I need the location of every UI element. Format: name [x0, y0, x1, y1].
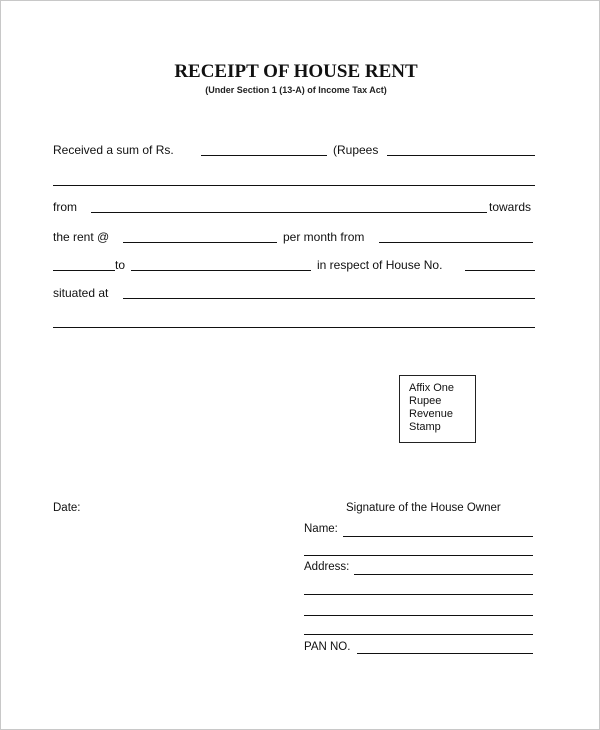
- period-start-date-blank[interactable]: [53, 270, 115, 271]
- received-row: [53, 143, 535, 161]
- rent-label: the rent @: [53, 230, 110, 244]
- page-title: RECEIPT OF HOUSE RENT: [174, 61, 418, 82]
- continuation-row: [53, 173, 535, 191]
- per-month-label: per month from: [283, 230, 365, 244]
- from-label: from: [53, 200, 77, 214]
- respect-label: in respect of House No.: [317, 258, 443, 272]
- pan-number-blank[interactable]: [357, 653, 533, 654]
- owner-address-blank[interactable]: [354, 574, 533, 575]
- rent-row: [53, 230, 535, 248]
- name-label: Name:: [304, 523, 338, 535]
- period-row: [53, 258, 535, 276]
- rupees-words-continued-blank[interactable]: [53, 185, 535, 186]
- stamp-line: Stamp: [409, 421, 441, 433]
- rent-rate-blank[interactable]: [123, 242, 277, 243]
- address-label: Address:: [304, 561, 350, 573]
- owner-address-line-3-blank[interactable]: [304, 615, 533, 616]
- owner-address-line-2-blank[interactable]: [304, 594, 533, 595]
- stamp-line: Rupee: [409, 395, 442, 407]
- address-blank[interactable]: [123, 298, 535, 299]
- rupees-label: (Rupees: [333, 143, 379, 157]
- page-subtitle: (Under Section 1 (13-A) of Income Tax Act): [205, 85, 387, 95]
- situated-label: situated at: [53, 286, 109, 300]
- stamp-line: Revenue: [409, 408, 454, 420]
- stamp-line: Affix One: [409, 382, 455, 394]
- to-label: to: [115, 258, 126, 272]
- revenue-stamp-box[interactable]: [399, 375, 476, 443]
- date-label: Date:: [53, 502, 81, 514]
- situated-row: [53, 286, 535, 304]
- owner-name-blank[interactable]: [343, 536, 533, 537]
- rupees-words-blank[interactable]: [387, 155, 535, 156]
- address-continued-blank[interactable]: [53, 327, 535, 328]
- amount-blank[interactable]: [201, 155, 327, 156]
- pan-label: PAN NO.: [304, 641, 351, 653]
- received-label: Received a sum of Rs.: [53, 143, 174, 157]
- period-end-blank[interactable]: [131, 270, 311, 271]
- signature-label: Signature of the House Owner: [346, 502, 501, 514]
- owner-address-line-4-blank[interactable]: [304, 634, 533, 635]
- house-number-blank[interactable]: [465, 270, 535, 271]
- period-start-blank[interactable]: [379, 242, 533, 243]
- from-row: [53, 200, 535, 218]
- towards-label: towards: [489, 200, 532, 214]
- tenant-name-blank[interactable]: [91, 212, 487, 213]
- address-continuation-row: [53, 315, 535, 333]
- owner-name-continued-blank[interactable]: [304, 555, 533, 556]
